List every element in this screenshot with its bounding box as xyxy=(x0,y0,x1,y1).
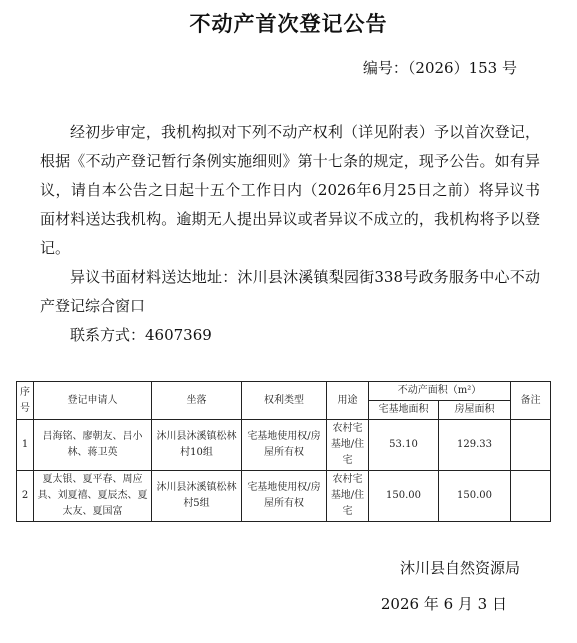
header-house-area: 房屋面积 xyxy=(439,401,511,420)
cell-right-type: 宅基地使用权/房屋所有权 xyxy=(242,420,327,471)
table-row xyxy=(17,420,551,471)
issue-date: 2026 年 6 月 3 日 xyxy=(380,595,507,613)
issuing-organization: 沐川县自然资源局 xyxy=(399,559,520,577)
cell-seq: 1 xyxy=(17,420,34,471)
registration-table xyxy=(16,381,551,522)
cell-location: 沐川县沐溪镇松林村5组 xyxy=(152,471,242,522)
cell-use: 农村宅基地/住宅 xyxy=(327,471,369,522)
cell-land-area: 150.00 xyxy=(369,471,439,522)
header-seq: 序号 xyxy=(17,382,34,420)
cell-house-area: 129.33 xyxy=(439,420,511,471)
cell-applicant: 夏太银、夏平春、周应具、刘夏禧、夏辰杰、夏太友、夏国富 xyxy=(34,471,152,522)
notice-paragraph-main: 经初步审定，我机构拟对下列不动产权利（详见附表）予以首次登记，根据《不动产登记暂行条例实施细则》第十七条的规定，现予公告。如有异议，请自本公告之日起十五个工作日内（2026年6月25日之前）将异议书面材料送达我机构。逾期无人提出异议或者异议不成立的，我机构将予以登记。 xyxy=(40,123,540,257)
cell-location: 沐川县沐溪镇松林村10组 xyxy=(152,420,242,471)
cell-remark xyxy=(511,420,551,471)
cell-house-area: 150.00 xyxy=(439,471,511,522)
header-use: 用途 xyxy=(327,382,369,420)
cell-land-area: 53.10 xyxy=(369,420,439,471)
header-location: 坐落 xyxy=(152,382,242,420)
cell-use: 农村宅基地/住宅 xyxy=(327,420,369,471)
notice-paragraph-contact: 联系方式：4607369 xyxy=(70,326,212,344)
notice-body xyxy=(40,118,540,350)
header-remark: 备注 xyxy=(511,382,551,420)
cell-applicant: 吕海铭、廖朝友、吕小林、蒋卫英 xyxy=(34,420,152,471)
header-area-group: 不动产面积（m²） xyxy=(369,382,511,401)
cell-seq: 2 xyxy=(17,471,34,522)
notice-paragraph-address: 异议书面材料送达地址：沐川县沐溪镇梨园街338号政务服务中心不动产登记综合窗口 xyxy=(40,268,540,315)
header-right-type: 权利类型 xyxy=(242,382,327,420)
notice-title: 不动产首次登记公告 xyxy=(189,12,388,36)
header-land-area: 宅基地面积 xyxy=(369,401,439,420)
notice-number: 编号：（2026）153 号 xyxy=(362,59,517,77)
cell-remark xyxy=(511,471,551,522)
cell-right-type: 宅基地使用权/房屋所有权 xyxy=(242,471,327,522)
table-row xyxy=(17,471,551,522)
header-applicant: 登记申请人 xyxy=(34,382,152,420)
